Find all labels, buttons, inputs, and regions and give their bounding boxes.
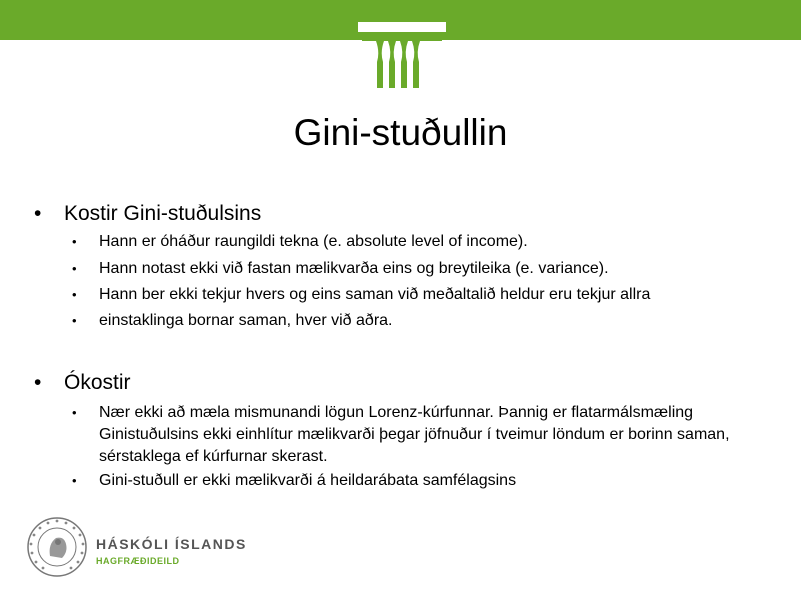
bullet: • [72,405,77,420]
pillar-logo-icon [358,22,446,92]
bullet: • [72,261,77,276]
bullet: • [72,234,77,249]
list-item-text: Gini-stuðull er ekki mælikvarði á heildarábata samfélagsins [99,472,517,489]
university-name: HÁSKÓLI ÍSLANDS [96,536,247,552]
list-item-text: Hann notast ekki við fastan mælikvarða eins og breytileika (e. variance). [99,260,609,277]
section-heading-text: Ókostir [64,371,131,394]
bullet: • [72,473,77,488]
list-item-text: einstaklinga bornar saman, hver við aðra. [99,312,393,329]
slide-title: Gini-stuðullin [293,112,508,153]
list-item-text: Hann ber ekki tekjur hvers og eins saman við meðaltalið heldur eru tekjur allra [99,286,651,303]
bullet: • [72,287,77,302]
section-heading-text: Kostir Gini-stuðulsins [64,202,262,225]
bullet: • [72,313,77,328]
university-logo [26,516,247,582]
list-item-text: Hann er óháður raungildi tekna (e. absolute level of income). [99,233,528,250]
bullet: • [34,371,42,394]
university-seal-icon [26,516,88,578]
department-name: HAGFRÆÐIDEILD [96,556,180,566]
bullet: • [34,202,42,225]
list-item-text: Nær ekki að mæla mismunandi lögun Lorenz-kúrfunnar. Þannig er flatarmálsmæling Ginistuðulsins ekki einhlítur mælikvarði þegar jöfnuður í tveimur löndum er borinn saman, sérstaklega ef kúrfurnar skerast. [99,404,730,465]
